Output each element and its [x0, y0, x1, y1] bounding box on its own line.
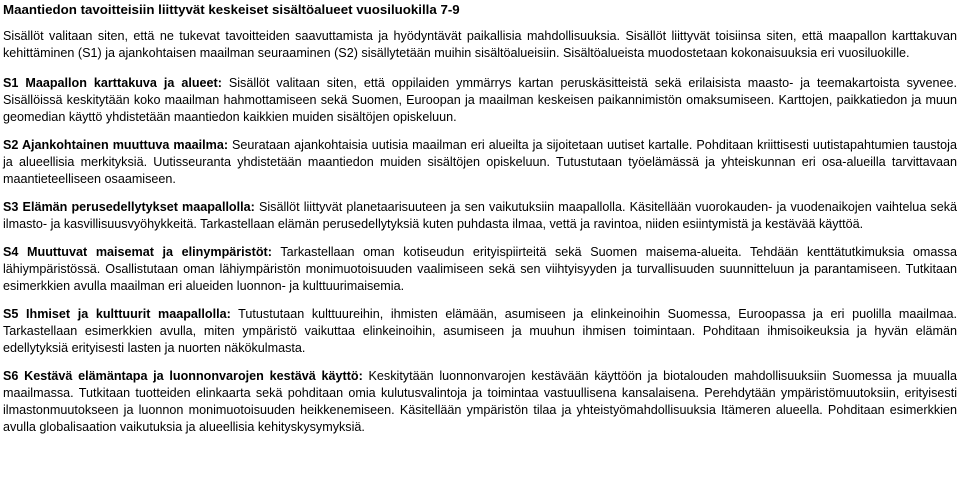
section-body: Keskitytään luonnonvarojen kestävään käyttöön ja biotalouden mahdollisuuksiin Suomessa ja muualla maailmassa. Tutkitaan tuotteiden elinkaarta sekä pohditaan omia kulutusvalintoja ja toimintaa vastuullisena kansalaisena. Perehdytään ympäristömuutoksiin, erityisesti ilmastonmuutokseen ja luonnon monimuotoisuuden heikkenemiseen. Käsitellään ympäristön tilaa ja yhteistyömahdollisuuksia Itämeren alueella. Pohditaan esimerkkien avulla globalisaation vaikutuksia ja alueellisia kehityskysymyksiä. [3, 369, 957, 434]
section-body: Sisällöt liittyvät planetaarisuuteen ja sen vaikutuksiin maapallolla. Käsitellään vuorokauden- ja vuodenaikojen vaihtelua sekä ilmasto- ja kasvillisuusvyöhykkeitä. Tarkastellaan elämän perusedellytyksiä kuten puhdasta ilmaa, vettä ja ravintoa, niiden esiintymistä ja kestävää käyttöä. [3, 200, 957, 231]
section-s6 [3, 368, 957, 436]
section-s2 [3, 137, 957, 188]
section-title: S3 Elämän perusedellytykset maapallolla: [3, 200, 255, 214]
section-title: S5 Ihmiset ja kulttuurit maapallolla: [3, 307, 231, 321]
section-title: S1 Maapallon karttakuva ja alueet: [3, 76, 222, 90]
page-title: Maantiedon tavoitteisiin liittyvät keskeiset sisältöalueet vuosiluokilla 7-9 [3, 2, 460, 17]
section-body: Tutustutaan kulttuureihin, ihmisten elämään, asumiseen ja elinkeinoihin Suomessa, Euroopassa ja eri puolilla maailmaa. Tarkastellaan esimerkkien avulla, miten ympäristö vaikuttaa elinkeinoihin, asumiseen ja muuhun ihmisen toimintaan. Pohditaan ihmisoikeuksia ja hyvän elämän edellytyksiä erityisesti lasten ja nuorten näkökulmasta. [3, 307, 957, 355]
section-s5 [3, 306, 957, 357]
section-title: S2 Ajankohtainen muuttuva maailma: [3, 138, 229, 152]
section-s1 [3, 75, 957, 126]
intro-paragraph: Sisällöt valitaan siten, että ne tukevat tavoitteiden saavuttamista ja hyödyntävät paikallisia mahdollisuuksia. Sisällöt liittyvät toisiinsa siten, että maapallon karttakuvan kehittäminen (S1) ja ajankohtaisen maailman seuraaminen (S2) sisällytetään muihin sisältöalueisiin. Sisältöalueista muodostetaan kokonaisuuksia eri vuosiluokille. [3, 29, 957, 60]
section-title: S4 Muuttuvat maisemat ja elinympäristöt: [3, 245, 272, 259]
section-s4 [3, 244, 957, 295]
section-body: Tarkastellaan oman kotiseudun erityispiirteitä sekä Suomen maisema-alueita. Tehdään kenttätutkimuksia omassa lähiympäristössä. Osallistutaan oman lähiympäristön monimuotoisuuden vaalimiseen sekä sen viihtyisyyden ja turvallisuuden suunnitteluun ja parantamiseen. Tutkitaan esimerkkien avulla maailman eri alueiden luonnon- ja kulttuurimaisemia. [3, 245, 957, 293]
section-title: S6 Kestävä elämäntapa ja luonnonvarojen kestävä käyttö: [3, 369, 363, 383]
section-s3 [3, 199, 957, 233]
section-body: Seurataan ajankohtaisia uutisia maailman eri alueilta ja sijoitetaan uutiset kartalle. Pohditaan kriittisesti uutistapahtumien taustoja ja alueellisia merkityksiä. Uutisseuranta yhdistetään maantiedon muiden sisältöjen opiskeluun. Tutustutaan työelämässä ja yhteiskunnan eri osa-alueilla tarvittavaan maantieteelliseen osaamiseen. [3, 138, 957, 186]
section-body: Sisällöt valitaan siten, että oppilaiden ymmärrys kartan peruskäsitteistä sekä erilaisista maasto- ja teemakartoista syvenee. Sisällöissä keskitytään koko maailman hahmottamiseen sekä Suomen, Euroopan ja maailman keskeisen paikannimistön omaksumiseen. Karttojen, paikkatiedon ja muun geomedian käyttö yhdistetään maantiedon kaikkien muiden sisältöjen opiskeluun. [3, 76, 957, 124]
